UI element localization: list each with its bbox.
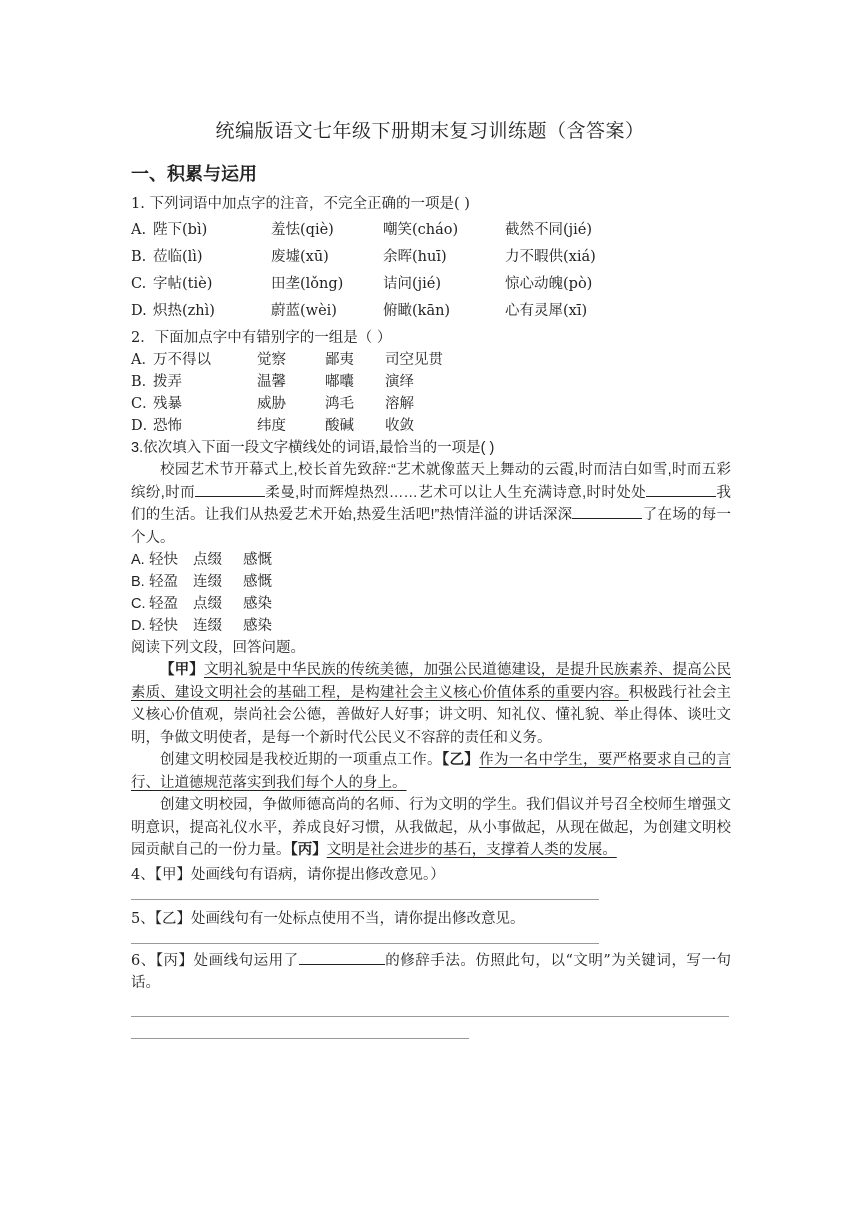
q6-text: 6、【丙】处画线句运用了 [131, 952, 299, 969]
section-heading: 一、积累与运用 [131, 164, 257, 185]
q1-option-c [131, 271, 731, 298]
option-item: 鸿毛 [325, 396, 354, 412]
paragraph-text: 创建文明校园是我校近期的一项重点工作。 [160, 752, 442, 768]
content-body [131, 192, 731, 1039]
underlined-sentence: 作为一名中学生，要严格要求自己的言行、让道德规范落实到我们每个人的身上。 [131, 752, 732, 791]
option-item: 威胁 [257, 396, 286, 412]
option-item: 俯瞰(kān) [383, 303, 451, 319]
reading-paragraph-yi [131, 749, 731, 794]
option-item: 截然不同(jié) [505, 222, 593, 238]
option-item: 溶解 [385, 396, 414, 412]
option-label: B． [131, 374, 157, 390]
fill-blank[interactable] [299, 950, 385, 965]
option-item: 陛下(bì) [153, 222, 208, 238]
reading-paragraph-jia [131, 659, 731, 749]
fill-blank [572, 504, 642, 519]
option-item: 嘲笑(cháo) [383, 222, 459, 238]
option-item: 莅临(lì) [153, 249, 203, 265]
option-label: A． [131, 352, 156, 368]
option-item: 拨弄 [153, 374, 182, 390]
option-item: 点缀 [193, 596, 222, 612]
q2-stem: 2．下面加点字中有错别字的一组是（ ） [131, 330, 392, 346]
option-item: 感慨 [243, 552, 272, 568]
paragraph-tag: 【乙】 [441, 751, 480, 768]
paragraph-text: 积极践行社会主义核心价值观，崇尚社会公德，善做好人好事；讲文明、知礼仪、懂礼貌、举止得体、谈吐文明，争做文明使者，是每一个新时代公民义不容辞的责任和义务。 [131, 684, 731, 746]
q1-option-d [131, 298, 731, 325]
option-item: 田垄(lǒng) [271, 276, 344, 292]
option-item: 轻盈 [149, 574, 178, 590]
fill-blank [195, 482, 265, 497]
fill-blank [646, 482, 716, 497]
option-label: A. [131, 222, 147, 238]
option-item: 感染 [243, 596, 272, 612]
underlined-sentence: 文明礼貌是中华民族的传统美德，加强公民道德建设，是提升民族素养、提高公民素质、建设文明社会的基础工程，是构建社会主义核心价值体系的重要内容。 [131, 662, 731, 701]
option-item: 余晖(huī) [383, 249, 447, 265]
option-item: 轻盈 [149, 596, 178, 612]
answer-line[interactable] [131, 942, 599, 944]
q3-passage-part: 校园艺术节开幕式上,校长首先致辞:“艺术就像蓝天上舞动的云霞,时而洁白如雪,时而五彩缤纷,时而 [131, 462, 731, 501]
answer-line[interactable] [131, 898, 599, 900]
option-label: D． [131, 418, 158, 434]
option-item: 演绎 [385, 374, 414, 390]
q3-stem: 3.依次填入下面一段文字横线处的词语,最恰当的一项是( ) [131, 440, 495, 456]
document-title: 统编版语文七年级下册期末复习训练题（含答案） [215, 120, 645, 142]
option-item: 炽热(zhì) [153, 303, 215, 319]
option-label: D. [131, 618, 146, 634]
option-label: C. [131, 276, 147, 292]
q2-option-d [131, 415, 731, 437]
option-item: 残暴 [153, 396, 182, 412]
paragraph-text: 创建文明校园，争做师德高尚的名师、行为文明的学生。我们倡议并号召全校师生增强文明意识，提高礼仪水平，养成良好习惯，从我做起，从小事做起，从现在做起，为创建文明校园贡献自己的一份力量。 [131, 797, 731, 858]
option-item: 心有灵犀(xī) [505, 303, 588, 319]
option-item: 感染 [243, 618, 272, 634]
paragraph-tag: 【丙】 [290, 841, 327, 858]
option-item: 惊心动魄(pò) [505, 276, 593, 292]
q3-option-c [131, 593, 731, 615]
option-item: 恐怖 [153, 418, 182, 434]
q2-option-c [131, 393, 731, 415]
option-item: 鄙夷 [325, 352, 354, 368]
option-item: 力不暇供(xiá) [505, 249, 596, 265]
option-item: 点缀 [193, 552, 222, 568]
q1-stem: 1. 下列词语中加点字的注音，不完全正确的一项是( ) [131, 196, 470, 212]
q1-option-b [131, 244, 731, 271]
reading-paragraph-bing [131, 794, 731, 862]
option-item: 轻快 [149, 618, 178, 634]
option-label: B. [131, 574, 145, 590]
option-item: 字帖(tiè) [153, 276, 213, 292]
reading-intro: 阅读下列文段，回答问题。 [131, 640, 305, 656]
option-item: 嘟囔 [325, 374, 354, 390]
option-item: 温馨 [257, 374, 286, 390]
option-item: 酸碱 [325, 418, 354, 434]
q3-passage [131, 459, 731, 549]
paragraph-tag: 【甲】 [160, 661, 204, 678]
option-item: 羞怯(qiè) [271, 222, 334, 238]
q6-text: 的修辞手法。仿照此句，以“文明”为关键词，写一句话。 [131, 952, 732, 991]
option-item: 万不得以 [153, 352, 211, 368]
option-label: C． [131, 396, 157, 412]
q3-passage-part: 柔曼,时而辉煌热烈……艺术可以让人生充满诗意,时时处处 [264, 484, 647, 501]
q3-option-a [131, 549, 731, 571]
option-item: 司空见贯 [385, 352, 443, 368]
option-label: B. [131, 249, 147, 265]
option-item: 感慨 [243, 574, 272, 590]
option-item: 废墟(xū) [271, 249, 329, 265]
answer-line[interactable] [131, 1037, 469, 1039]
option-item: 连缀 [193, 618, 222, 634]
option-item: 轻快 [149, 552, 178, 568]
option-item: 收敛 [385, 418, 414, 434]
option-item: 诘问(jié) [383, 276, 442, 292]
option-label: C. [131, 596, 146, 612]
q3-passage-part: 了在场的每一个人。 [131, 507, 731, 546]
q4-stem: 4、【甲】处画线句有语病，请你提出修改意见。） [131, 866, 445, 883]
underlined-sentence: 文明是社会进步的基石，支撑着人类的发展。 [326, 842, 617, 858]
option-item: 纬度 [257, 418, 286, 434]
q3-option-b [131, 571, 731, 593]
q2-option-b [131, 371, 731, 393]
option-label: A. [131, 552, 145, 568]
option-label: D. [131, 303, 147, 319]
q1-option-a [131, 217, 731, 244]
q3-passage-part: 我们的生活。让我们从热爱艺术开始,热爱生活吧!”热情洋溢的讲话深深 [131, 484, 732, 523]
q3-option-d [131, 615, 731, 637]
q5-stem: 5、【乙】处画线句有一处标点使用不当，请你提出修改意见。 [131, 910, 525, 927]
option-item: 连缀 [193, 574, 222, 590]
answer-line[interactable] [131, 1015, 729, 1017]
option-item: 觉察 [257, 352, 286, 368]
q2-option-a [131, 349, 731, 371]
option-item: 蔚蓝(wèi) [271, 303, 337, 319]
q6-stem [131, 950, 731, 995]
